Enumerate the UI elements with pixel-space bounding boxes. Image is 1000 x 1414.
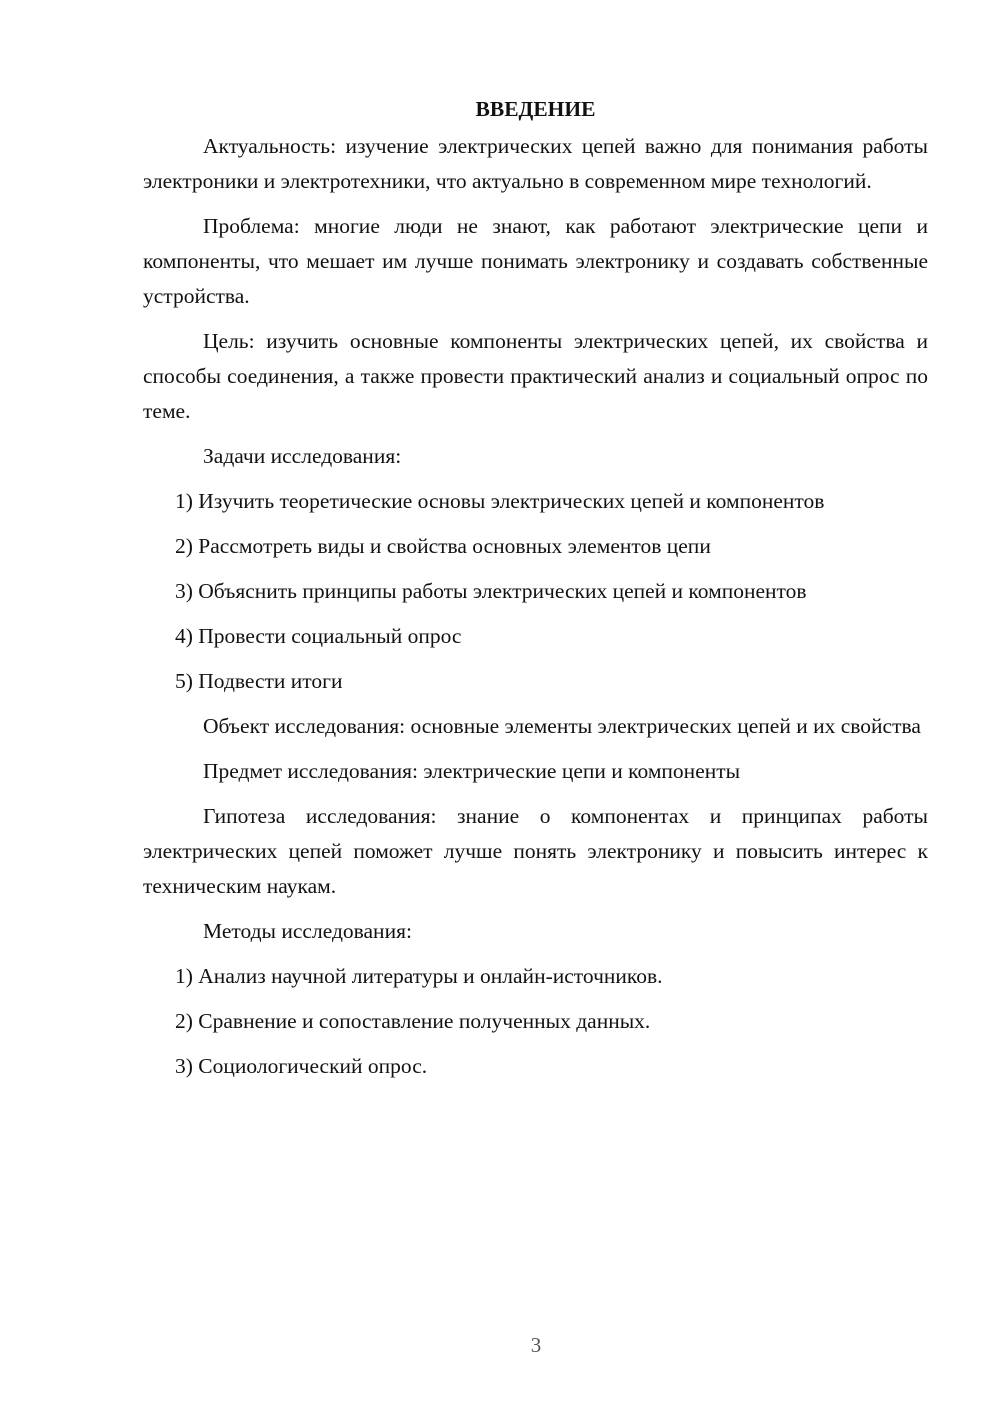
list-item: 4) Провести социальный опрос bbox=[175, 624, 462, 648]
list-item: 3) Объяснить принципы работы электрических цепей и компонентов bbox=[175, 579, 807, 603]
list-item: 2) Рассмотреть виды и свойства основных элементов цепи bbox=[175, 534, 711, 558]
list-item: 1) Изучить теоретические основы электрических цепей и компонентов bbox=[175, 489, 825, 513]
section-title: ВВЕДЕНИЕ bbox=[475, 97, 596, 121]
tasks-heading: Задачи исследования: bbox=[203, 444, 402, 468]
list-item: 3) Социологический опрос. bbox=[175, 1054, 428, 1078]
methods-list bbox=[143, 959, 928, 1084]
subject-paragraph: Предмет исследования: электрические цепи и компоненты bbox=[203, 759, 741, 783]
page-number: 3 bbox=[530, 1333, 542, 1357]
relevance-paragraph: Актуальность: изучение электрических цепей важно для понимания работы электроники и электротехники, что актуально в современном мире технологий. bbox=[143, 134, 928, 193]
tasks-list bbox=[143, 484, 928, 699]
hypothesis-paragraph: Гипотеза исследования: знание о компонентах и принципах работы электрических цепей поможет лучше понять электронику и повысить интерес к техническим наукам. bbox=[143, 804, 928, 898]
object-paragraph: Объект исследования: основные элементы электрических цепей и их свойства bbox=[203, 714, 921, 738]
list-item: 2) Сравнение и сопоставление полученных данных. bbox=[175, 1009, 651, 1033]
methods-heading: Методы исследования: bbox=[203, 919, 412, 943]
list-item: 5) Подвести итоги bbox=[175, 669, 343, 693]
list-item: 1) Анализ научной литературы и онлайн-источников. bbox=[175, 964, 663, 988]
document-page bbox=[143, 92, 928, 1094]
problem-paragraph: Проблема: многие люди не знают, как работают электрические цепи и компоненты, что мешает им лучше понимать электронику и создавать собственные устройства. bbox=[143, 214, 928, 308]
goal-paragraph: Цель: изучить основные компоненты электрических цепей, их свойства и способы соединения, а также провести практический анализ и социальный опрос по теме. bbox=[143, 329, 928, 423]
